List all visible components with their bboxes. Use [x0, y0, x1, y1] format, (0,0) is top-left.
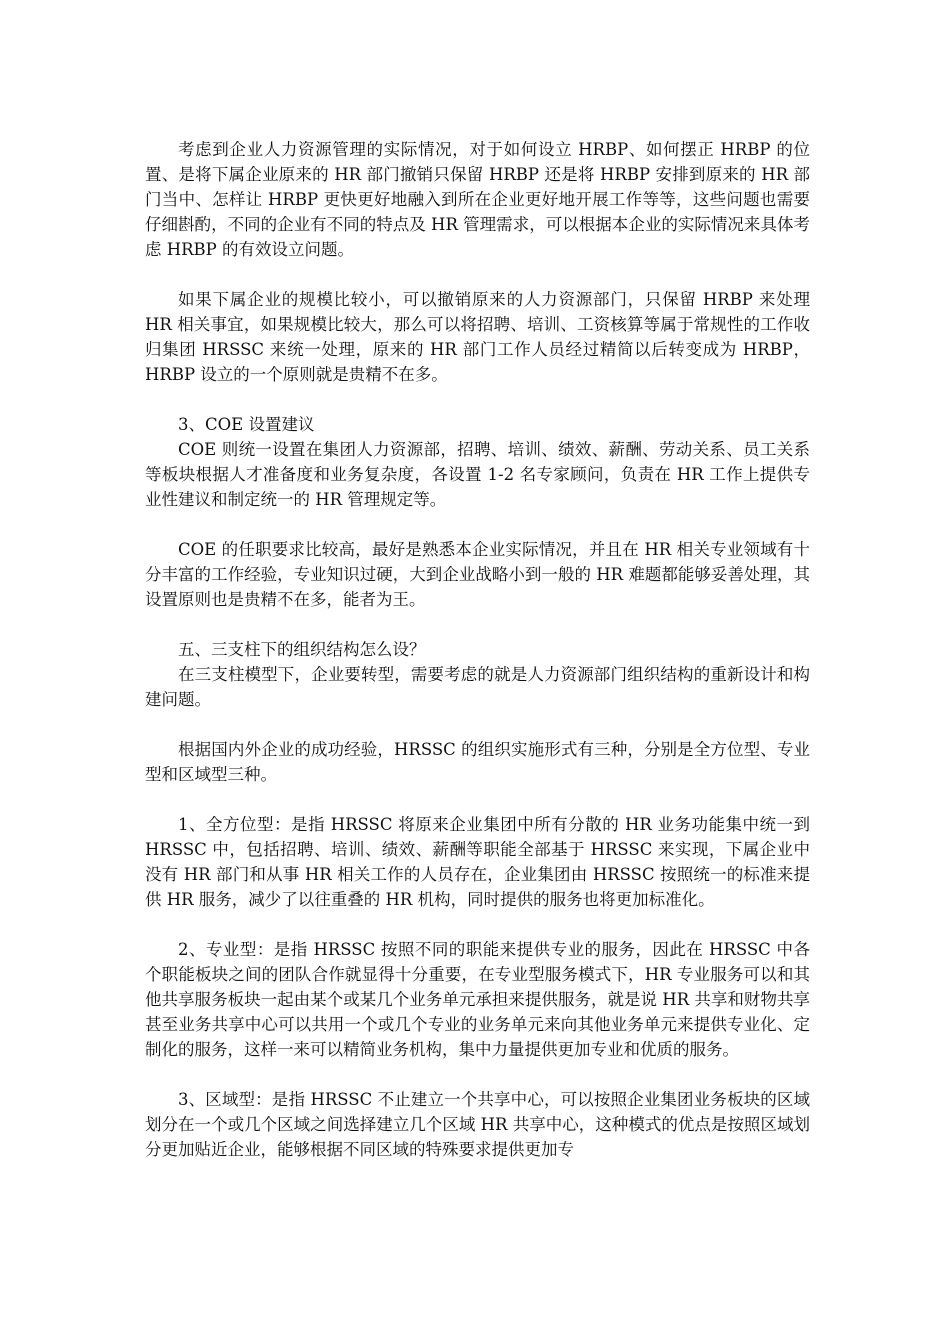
paragraph-org-structure: 在三支柱模型下，企业要转型，需要考虑的就是人力资源部门组织结构的重新设计和构建问题。 [145, 665, 810, 709]
paragraph-hrbp-setup: 考虑到企业人力资源管理的实际情况，对于如何设立 HRBP、如何摆正 HRBP 的位置、是将下属企业原来的 HR 部门撤销只保留 HRBP 还是将 HRBP 安排到原来的 HR 部门当中、怎样让 HRBP 更快更好地融入到所在企业更好地开展工作等等，这些问题也需要仔细斟酌，不同的企业有不同的特点及 HR 管理需求，可以根据本企业的实际情况来具体考虑 HRBP 的有效设立问题。 [145, 140, 810, 259]
paragraph-coe-setup: COE 则统一设置在集团人力资源部，招聘、培训、绩效、薪酬、劳动关系、员工关系等板块根据人才准备度和业务复杂度，各设置 1-2 名专家顾问，负责在 HR 工作上提供专业性建议和制定统一的 HR 管理规定等。 [145, 440, 810, 509]
paragraph-regional-type: 3、区域型：是指 HRSSC 不止建立一个共享中心，可以按照企业集团业务板块的区域划分在一个或几个区域之间选择建立几个区域 HR 共享中心，这种模式的优点是按照区域划分更加贴近企业，能够根据不同区域的特殊要求提供更加专 [145, 1090, 810, 1159]
paragraph-hrbp-scale: 如果下属企业的规模比较小，可以撤销原来的人力资源部门，只保留 HRBP 来处理 HR 相关事宜，如果规模比较大，那么可以将招聘、培训、工资核算等属于常规性的工作收归集团 HRSSC 来统一处理，原来的 HR 部门工作人员经过精简以后转变成为 HRBP，HRBP 设立的一个原则就是贵精不在多。 [145, 290, 810, 384]
paragraph-hrssc-forms: 根据国内外企业的成功经验，HRSSC 的组织实施形式有三种，分别是全方位型、专业型和区域型三种。 [145, 740, 810, 784]
paragraph-coe-requirements: COE 的任职要求比较高，最好是熟悉本企业实际情况，并且在 HR 相关专业领域有十分丰富的工作经验，专业知识过硬，大到企业战略小到一般的 HR 难题都能够妥善处理，其设置原则也是贵精不在多，能者为王。 [145, 540, 810, 609]
paragraph-full-type: 1、全方位型：是指 HRSSC 将原来企业集团中所有分散的 HR 业务功能集中统一到 HRSSC 中，包括招聘、培训、绩效、薪酬等职能全部基于 HRSSC 来实现，下属企业中没有 HR 部门和从事 HR 相关工作的人员存在，企业集团由 HRSSC 按照统一的标准来提供 HR 服务，减少了以往重叠的 HR 机构，同时提供的服务也将更加标准化。 [145, 815, 810, 909]
document-body [145, 137, 810, 1162]
heading-org-structure: 五、三支柱下的组织结构怎么设？ [178, 640, 426, 659]
heading-coe-setup: 3、COE 设置建议 [178, 415, 315, 434]
paragraph-professional-type: 2、专业型：是指 HRSSC 按照不同的职能来提供专业的服务，因此在 HRSSC 中各个职能板块之间的团队合作就显得十分重要，在专业型服务模式下，HR 专业服务可以和其他共享服务板块一起由某个或某几个业务单元承担来提供服务，就是说 HR 共享和财物共享甚至业务共享中心可以共用一个或几个专业的业务单元来向其他业务单元来提供专业化、定制化的服务，这样一来可以精简业务机构，集中力量提供更加专业和优质的服务。 [145, 940, 810, 1059]
